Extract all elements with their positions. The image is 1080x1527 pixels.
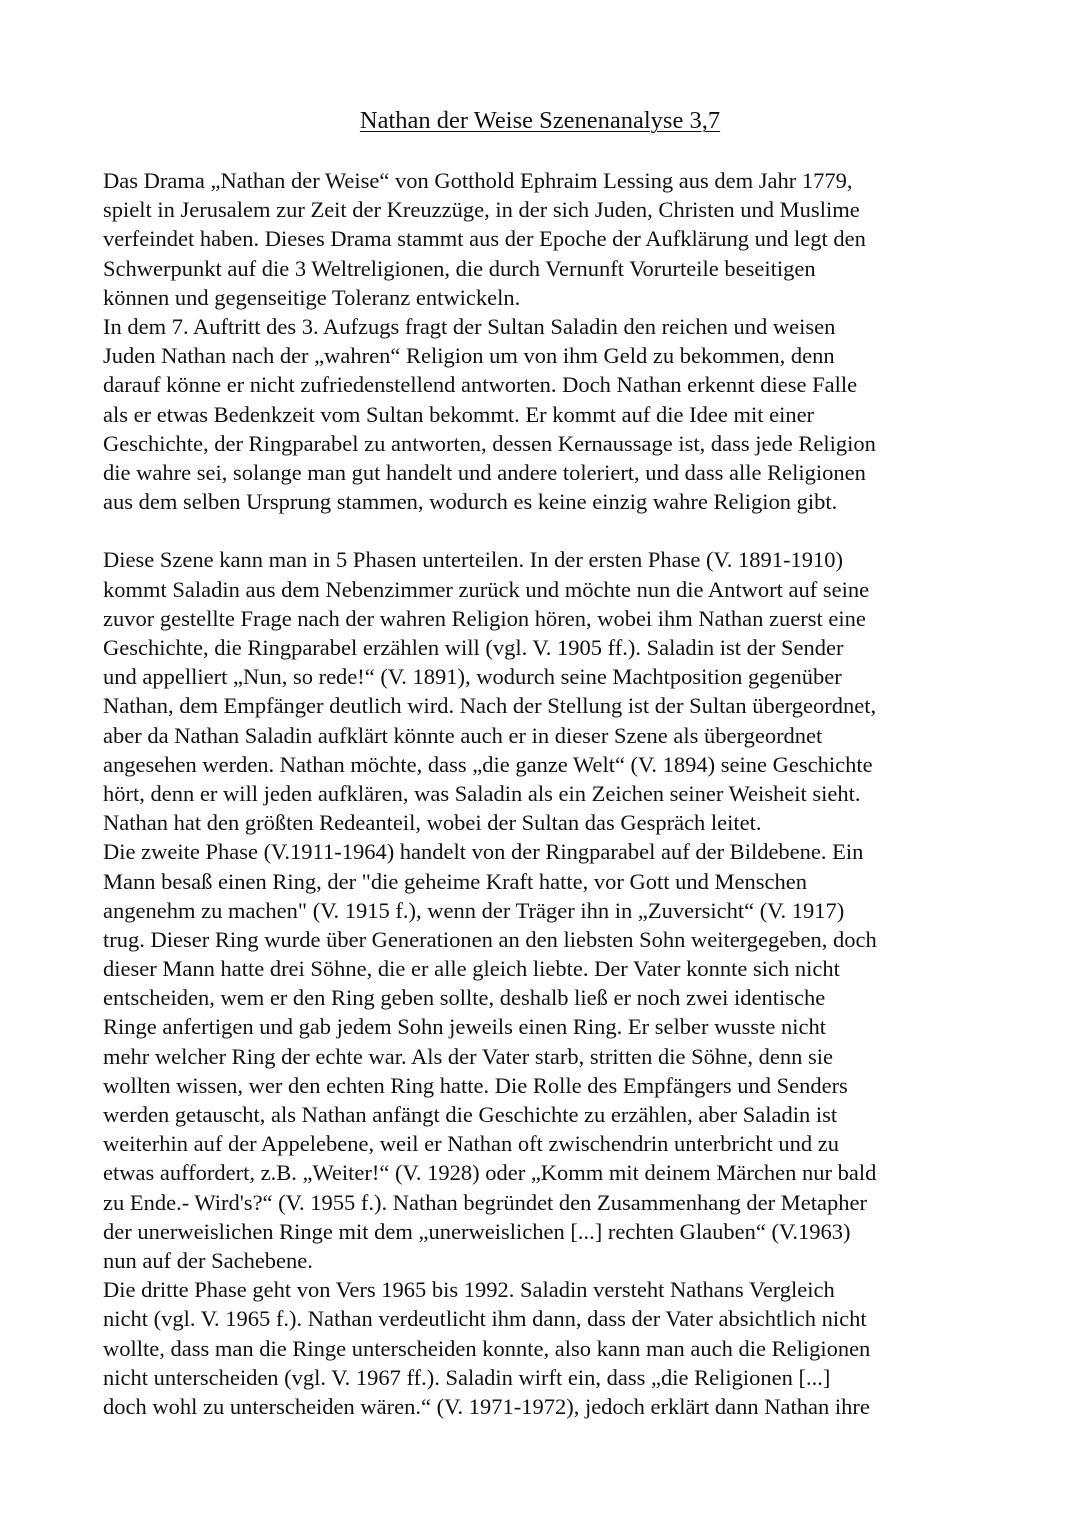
text-line: können und gegenseitige Toleranz entwickeln.	[103, 284, 521, 310]
text-line: wollte, dass man die Ringe unterscheiden konnte, also kann man auch die Religionen	[103, 1335, 871, 1361]
text-line: Schwerpunkt auf die 3 Weltreligionen, die durch Vernunft Vorurteile beseitigen	[103, 255, 816, 281]
text-line: Nathan hat den größten Redeanteil, wobei der Sultan das Gespräch leitet.	[103, 810, 762, 836]
text-line: Ringe anfertigen und gab jedem Sohn jeweils einen Ring. Er selber wusste nicht	[103, 1014, 826, 1040]
text-line: mehr welcher Ring der echte war. Als der Vater starb, stritten die Söhne, denn sie	[103, 1043, 833, 1069]
text-line: Juden Nathan nach der „wahren“ Religion um von ihm Geld zu bekommen, denn	[103, 343, 835, 369]
text-line: aus dem selben Ursprung stammen, wodurch es keine einzig wahre Religion gibt.	[103, 489, 838, 515]
text-line: In dem 7. Auftritt des 3. Aufzugs fragt der Sultan Saladin den reichen und weisen	[103, 313, 836, 339]
text-line: zu Ende.- Wird's?“ (V. 1955 f.). Nathan begründet den Zusammenhang der Metapher	[103, 1189, 867, 1215]
text-line: weiterhin auf der Appelebene, weil er Nathan oft zwischendrin unterbricht und zu	[103, 1131, 839, 1157]
document-body	[103, 166, 983, 1421]
text-line: Geschichte, die Ringparabel erzählen will (vgl. V. 1905 ff.). Saladin ist der Sender	[103, 635, 844, 660]
text-line: dieser Mann hatte drei Söhne, die er alle gleich liebte. Der Vater konnte sich nicht	[103, 956, 840, 982]
text-line: werden getauscht, als Nathan anfängt die Geschichte zu erzählen, aber Saladin ist	[103, 1102, 838, 1127]
text-line: aber da Nathan Saladin aufklärt könnte auch er in dieser Szene als übergeordnet	[103, 722, 823, 748]
text-line: Die zweite Phase (V.1911-1964) handelt von der Ringparabel auf der Bildebene. Ein	[103, 839, 864, 865]
text-line: Die dritte Phase geht von Vers 1965 bis 1992. Saladin versteht Nathans Vergleich	[103, 1277, 835, 1303]
text-line: Mann besaß einen Ring, der "die geheime Kraft hatte, vor Gott und Menschen	[103, 868, 807, 894]
text-line: als er etwas Bedenkzeit vom Sultan bekommt. Er kommt auf die Idee mit einer	[103, 401, 815, 427]
text-line: und appelliert „Nun, so rede!“ (V. 1891), wodurch seine Machtposition gegenüber	[103, 664, 842, 690]
document-title	[0, 104, 1080, 138]
document-title-text: Nathan der Weise Szenenanalyse 3,7	[359, 107, 721, 134]
text-line: Das Drama „Nathan der Weise“ von Gotthold Ephraim Lessing aus dem Jahr 1779,	[103, 168, 853, 193]
text-line: angenehm zu machen" (V. 1915 f.), wenn der Träger ihn in „Zuversicht“ (V. 1917)	[103, 897, 845, 923]
text-line: wollten wissen, wer den echten Ring hatte. Die Rolle des Empfängers und Senders	[103, 1072, 848, 1098]
text-line: Diese Szene kann man in 5 Phasen unterteilen. In der ersten Phase (V. 1891-1910)	[103, 547, 844, 573]
text-line: trug. Dieser Ring wurde über Generationen an den liebsten Sohn weitergegeben, doch	[103, 926, 877, 952]
paragraph-gap	[103, 516, 983, 545]
text-line: verfeindet haben. Dieses Drama stammt aus der Epoche der Aufklärung und legt den	[103, 226, 866, 252]
text-line: Geschichte, der Ringparabel zu antworten, dessen Kernaussage ist, dass jede Religion	[103, 430, 876, 456]
text-line: spielt in Jerusalem zur Zeit der Kreuzzüge, in der sich Juden, Christen und Muslime	[103, 197, 860, 223]
text-line: hört, denn er will jeden aufklären, was Saladin als ein Zeichen seiner Weisheit sieht.	[103, 780, 861, 806]
text-line: zuvor gestellte Frage nach der wahren Religion hören, wobei ihm Nathan zuerst eine	[103, 605, 866, 631]
text-line: die wahre sei, solange man gut handelt und andere toleriert, und dass alle Religionen	[103, 459, 866, 485]
text-line: entscheiden, wem er den Ring geben sollte, deshalb ließ er noch zwei identische	[103, 985, 826, 1011]
text-line: etwas auffordert, z.B. „Weiter!“ (V. 1928) oder „Komm mit deinem Märchen nur bald	[103, 1160, 877, 1186]
text-line: Nathan, dem Empfänger deutlich wird. Nach der Stellung ist der Sultan übergeordnet,	[103, 693, 877, 719]
text-line: nun auf der Sachebene.	[103, 1247, 313, 1273]
text-line: doch wohl zu unterscheiden wären.“ (V. 1971-1972), jedoch erklärt dann Nathan ihre	[103, 1393, 870, 1419]
text-line: nicht (vgl. V. 1965 f.). Nathan verdeutlicht ihm dann, dass der Vater absichtlich nicht	[103, 1306, 867, 1332]
text-line: darauf könne er nicht zufriedenstellend antworten. Doch Nathan erkennt diese Falle	[103, 372, 858, 398]
text-line: der unerweislichen Ringe mit dem „unerweislichen [...] rechten Glauben“ (V.1963)	[103, 1218, 851, 1244]
text-line: nicht unterscheiden (vgl. V. 1967 ff.). Saladin wirft ein, dass „die Religionen [...]	[103, 1364, 831, 1390]
text-line: kommt Saladin aus dem Nebenzimmer zurück und möchte nun die Antwort auf seine	[103, 576, 870, 602]
text-line: angesehen werden. Nathan möchte, dass „die ganze Welt“ (V. 1894) seine Geschichte	[103, 751, 873, 777]
